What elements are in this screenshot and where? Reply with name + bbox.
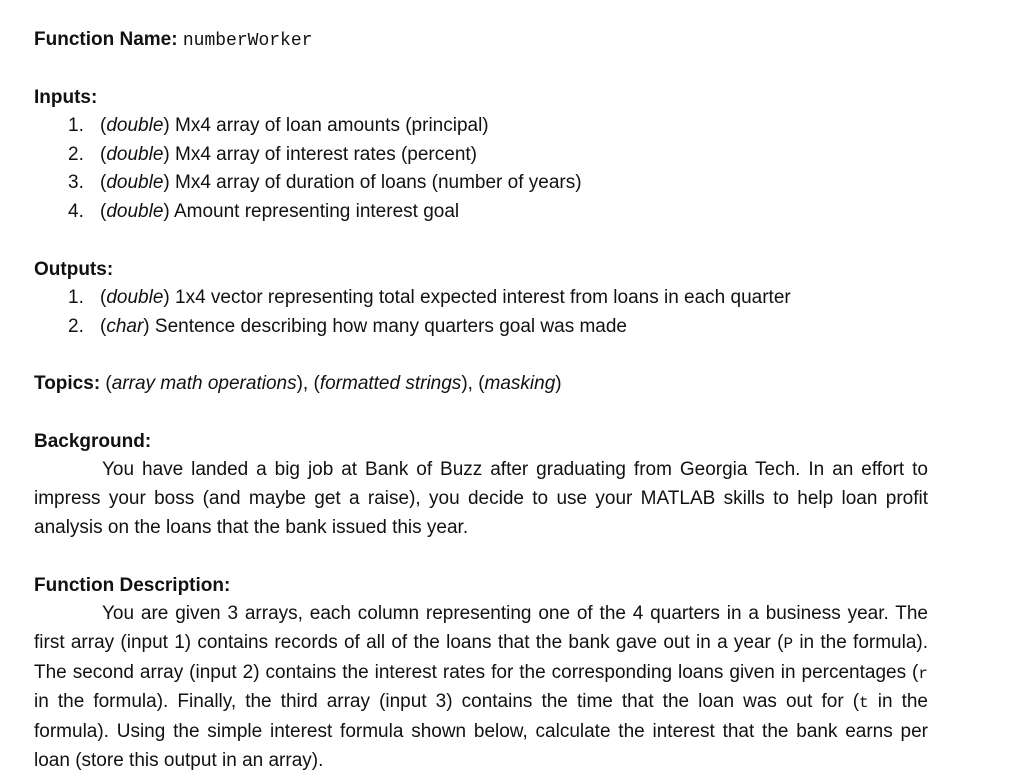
- function-name-value: numberWorker: [182, 31, 313, 51]
- function-name-line: [34, 26, 312, 55]
- topics-label: Topics:: [34, 373, 101, 394]
- input-item-4: 4. (double) Amount representing interest goal: [68, 200, 460, 222]
- description-paragraph: You are given 3 arrays, each column representing one of the 4 quarters in a business year. The first array (input 1) contains records of all of the loans that the bank gave out in a year (P in the formula). The second array (input 2) contains the interest rates for the corresponding loans given in percentages (r in the formula). Finally, the third array (input 3) contains the time that the loan was out for (t in the formula). Using the simple interest formula shown below, calculate the interest that the bank earns per loan (store this output in an array).: [34, 603, 928, 771]
- topic-3: masking: [484, 373, 556, 394]
- inputs-heading: Inputs:: [34, 87, 98, 108]
- inputs-section: [34, 84, 582, 226]
- var-r: r: [918, 664, 928, 683]
- output-item-2: 2. (char) Sentence describing how many quarters goal was made: [68, 315, 628, 337]
- input-item-2: 2. (double) Mx4 array of interest rates (percent): [68, 143, 477, 165]
- description-section: [34, 572, 928, 776]
- background-heading: Background:: [34, 431, 152, 452]
- topic-1: array math operations: [111, 373, 297, 394]
- var-t: t: [859, 694, 869, 713]
- function-name-label: Function Name:: [34, 29, 178, 50]
- outputs-section: [34, 256, 791, 341]
- background-section: [34, 428, 928, 542]
- topics-line: Topics: (array math operations), (formatted strings), (masking): [34, 373, 562, 394]
- outputs-heading: Outputs:: [34, 259, 114, 280]
- input-item-1: 1. (double) Mx4 array of loan amounts (principal): [68, 115, 489, 136]
- background-paragraph: You have landed a big job at Bank of Buzz after graduating from Georgia Tech. In an effort to impress your boss (and maybe get a raise), you decide to use your MATLAB skills to help loan profit analysis on the loans that the bank issued this year.: [34, 459, 928, 538]
- topic-2: formatted strings: [319, 373, 462, 394]
- var-p: P: [783, 634, 794, 653]
- output-item-1: 1. (double) 1x4 vector representing total expected interest from loans in each quarter: [68, 287, 791, 308]
- description-heading: Function Description:: [34, 575, 231, 596]
- input-item-3: 3. (double) Mx4 array of duration of loans (number of years): [68, 172, 582, 193]
